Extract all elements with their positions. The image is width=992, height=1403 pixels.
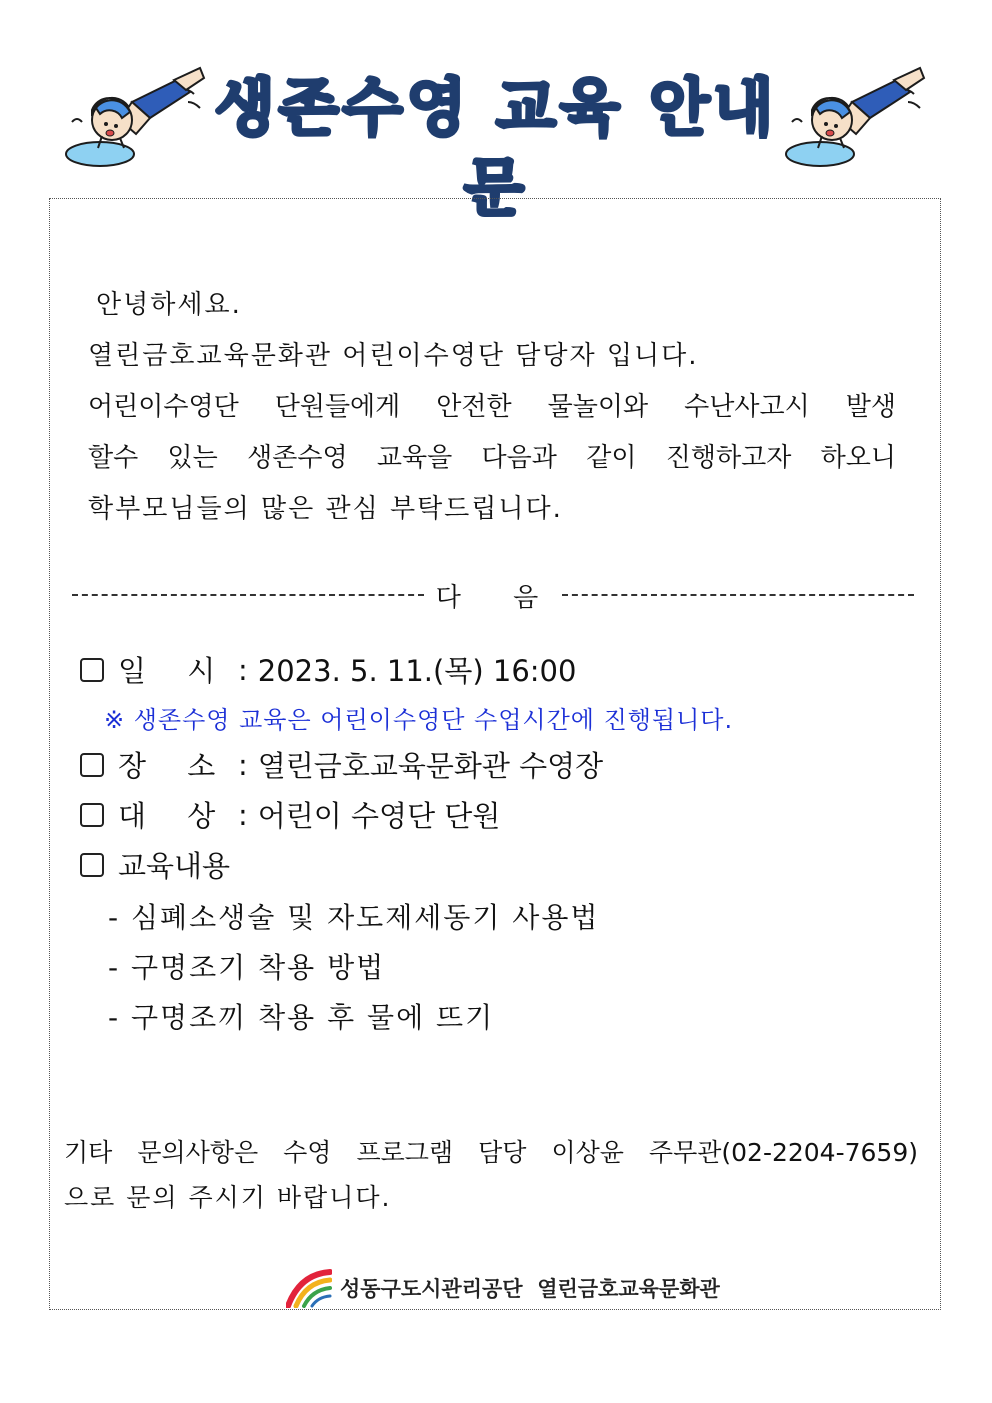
intro-line: 어린이수영단 단원들에게 안전한 물놀이와 수난사고시 발생 [88, 392, 896, 422]
content-list-item: - 구명조기 착용 방법 [108, 951, 386, 984]
item-value: 2023. 5. 11.(목) 16:00 [257, 654, 577, 688]
item-value: 어린이 수영단 단원 [257, 799, 501, 833]
item-separator: : [238, 797, 248, 832]
checkbox-icon [80, 803, 104, 827]
item-separator: : [238, 652, 248, 687]
content-list-item: - 구명조끼 착용 후 물에 뜨기 [108, 1001, 495, 1034]
checkbox-icon [80, 658, 104, 682]
item-separator: : [238, 747, 248, 782]
contact-line: 기타 문의사항은 수영 프로그램 담당 이상윤 주무관(02-2204-7659) [64, 1138, 918, 1167]
page-title: 생존수영 교육 안내문 [214, 71, 778, 224]
greeting: 안녕하세요. [96, 290, 242, 320]
intro-line: 학부모님들의 많은 관심 부탁드립니다. [88, 494, 563, 524]
content-list-item: - 심폐소생술 및 자도제세동기 사용법 [108, 901, 600, 934]
dashed-line [72, 594, 424, 596]
header [0, 0, 992, 224]
intro-line: 할수 있는 생존수영 교육을 다음과 같이 진행하고자 하오니 [88, 443, 896, 473]
organization-name: 성동구도시관리공단 열린금호교육문화관 [340, 1277, 720, 1301]
item-key: 장 소 [118, 749, 217, 783]
organization-signature [286, 1266, 720, 1310]
item-content [80, 844, 230, 885]
item-key: 교육내용 [118, 849, 231, 883]
checkbox-icon [80, 753, 104, 777]
section-divider [72, 578, 914, 612]
item-value: 열린금호교육문화관 수영장 [257, 749, 604, 783]
item-key: 일 시 [118, 654, 217, 688]
dashed-line [562, 594, 914, 596]
item-datetime [80, 649, 576, 690]
intro-line: 열린금호교육문화관 어린이수영단 담당자 입니다. [88, 341, 699, 371]
item-key: 대 상 [118, 799, 217, 833]
swimmer-kickboard-icon [782, 62, 932, 172]
checkbox-icon [80, 853, 104, 877]
item-place [80, 744, 603, 785]
divider-label: 다 음 [435, 582, 561, 613]
item-target [80, 794, 500, 835]
organization-logo-icon [286, 1268, 332, 1308]
contact-line: 으로 문의 주시기 바랍니다. [64, 1183, 392, 1212]
swimmer-kickboard-icon [62, 62, 212, 172]
datetime-note: ※ 생존수영 교육은 어린이수영단 수업시간에 진행됩니다. [104, 706, 734, 734]
